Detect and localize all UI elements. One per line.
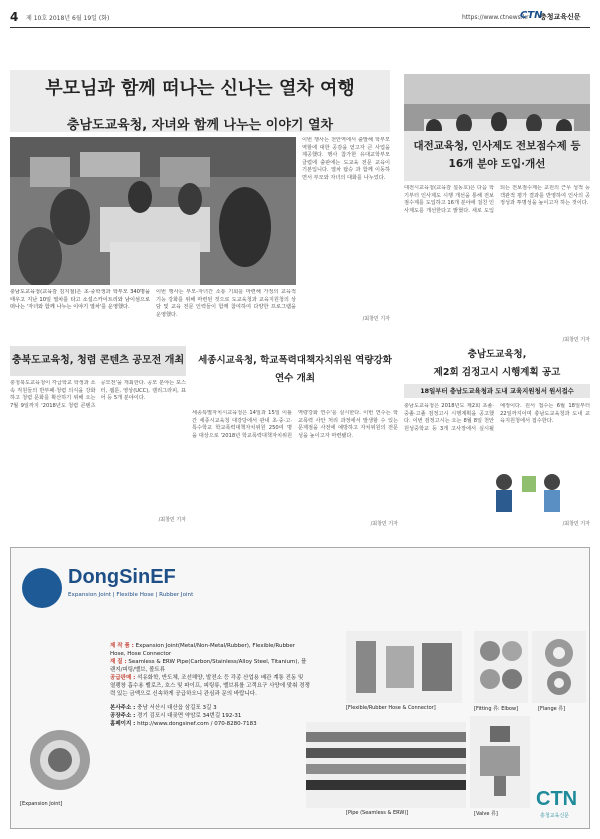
article1-credit: /최창민 기자	[362, 316, 390, 322]
article2-body: 대전시교육청(교육감 설동호)은 다음 학기부터 인사제도 시행 개선을 통해 전보점수제를 도입하고 16개 분야에 걸친 인사제도를 개선한다고 밝혔다. 새로 도입되는 전보점수제는 교원의 근무 성적 등 객관적 평가 결과를 반영하여 인사의 공정성과 투명성을 높이고자 하는 것이다.	[404, 185, 590, 214]
ad-homepage-row	[110, 720, 310, 728]
ad-business-row	[110, 674, 310, 698]
page-header	[10, 10, 590, 28]
ad-products: Expansion Joint(Metal/Non-Metal/Rubber), Flexible/Rubber Hose, Hose Connector	[110, 643, 296, 657]
ad-business: 석유화학, 반도체, 조선해양, 발전소 등 각종 산업용 배관 계통 진동 및 열팽창 흡수용 벨로즈, 호스 및 파이프, 피팅류, 밸브류를 고객요구 사양에 맞춰 경쟁력 있는 금액으로 신속하게 공급하오니 관심과 문의 바랍니다.	[110, 675, 310, 697]
ad-tagline: Expansion Joint | Flexible Hose | Rubber Joint	[68, 592, 194, 598]
ad-hose-image	[346, 631, 462, 703]
ad-label-expansion-joint: [Expansion Joint]	[20, 801, 63, 807]
ad-fitting-image	[474, 631, 528, 703]
ad-details	[110, 642, 310, 728]
ad-pipe-image	[306, 722, 466, 808]
article5-title: 충남도교육청,	[467, 349, 527, 360]
article1-body1: 이번 행사는 부모-자녀간 소통 기회를 마련해 가정의 교육적 기능 강화를 위해 마련된 것으로 도교육청과 교육지원청의 상담 및 교육 전문 인력들이 함께 참여하여 다양한 프로그램을 운영했다.	[156, 289, 296, 318]
ad-products-row	[110, 642, 310, 658]
ad-factory-label: 공장주소 :	[110, 713, 136, 719]
ad-brand: DongSinEF	[68, 566, 176, 588]
masthead-logo: CTN	[520, 10, 543, 21]
article2-credit: /최창민 기자	[562, 337, 590, 343]
article5-credit: /최창민 기자	[562, 521, 590, 527]
ad-products-label: 제 작 품 :	[110, 643, 134, 649]
article2-title: 대전교육청, 인사제도 전보점수제 등 16개 분야 도입·개선	[413, 140, 581, 170]
ad-factory-row	[110, 712, 310, 720]
ad-address: 충남 서산시 대산읍 삼길포 3길 3	[137, 705, 217, 711]
article3-credit: /최창민 기자	[158, 517, 186, 523]
article4-credit: /최창민 기자	[370, 521, 398, 527]
article5-illustration	[404, 468, 590, 518]
ad-label-fitting: [Fitting 류: Elbow]	[474, 706, 519, 712]
ad-homepage[interactable]: http://www.dongsinef.com / 070-8280-7183	[137, 721, 257, 727]
ad-materials: Seamless & ERW Pipe(Carbon/Stainless/Alloy Steel, Titanium), 플랜지/피팅/밸브, 볼트류	[110, 659, 307, 673]
article4-body: 세종특별자치시교육청은 14일과 15일 이틀간 세종시교육청 대강당에서 관내 초·중·고·특수학교 학교폭력대책자치위원 250여 명을 대상으로 '2018년 학교폭력대책자치위원 역량강화 연수'를 실시한다. 이번 연수는 학교폭력 사안 처리 과정에서 발생할 수 있는 문제점을 사전에 예방하고 자치위원의 전문성을 높이고자 마련됐다.	[192, 410, 398, 439]
ad-label-hose: [Flexible/Rubber Hose & Connector]	[346, 705, 436, 711]
paper-name: 충청교육신문	[540, 13, 581, 21]
ad-materials-row	[110, 658, 310, 674]
article3-body: 충청북도교육청이 각급학교 학생과 소속 직원들의 반부패·청렴 의식을 강화하고 청렴 문화를 확산하기 위해 오는 7월 9일까지 '2018년도 청렴 콘텐츠 공모전'을 개최한다. 공모 분야는 포스터, 웹툰, 영상(UCC), 캘리그라피, 표어 등 5개 분야이다.	[10, 380, 186, 409]
footer-tag: 충청교육신문	[540, 813, 569, 819]
ad-flange-image	[532, 631, 586, 703]
ad-expansion-joint-image	[20, 720, 100, 800]
issue-info: 제 10호 2018년 6월 19일 (화)	[26, 15, 110, 22]
ad-address-row	[110, 704, 310, 712]
article1-title: 부모님과 함께 떠나는 신나는 열차 여행	[45, 78, 355, 99]
ad-label-valve: [Valve 류]	[474, 811, 498, 817]
footer-logo: CTN	[536, 788, 578, 810]
ad-homepage-label: 홈페이지 :	[110, 721, 136, 727]
ad-factory: 경기 김포시 대곶면 약암로 34번길 192-31	[137, 713, 242, 719]
article5-title2: 제2회 검정고시 시행계획 공고	[433, 367, 561, 378]
article1-caption: 충남도교육청(교육감 김지철)은 초·중학생과 학부모 340명을 태우고 지난 10일 열차를 타고 소설스카이트리와 남이섬으로 떠나는 '자녀와 함께 나누는 이야기 열차'를 운영했다.	[10, 289, 150, 310]
article3-title: 충북도교육청, 청렴 콘텐츠 공모전 개최	[10, 346, 186, 376]
article1-photo	[10, 137, 296, 285]
ad-label-flange: [Flange 류]	[538, 706, 566, 712]
ad-materials-label: 재 질 :	[110, 659, 127, 665]
article4-title: 세종시교육청, 학교폭력대책자치위원 역량강화 연수 개최	[198, 355, 392, 384]
article1-body2: 이번 행사는 천안역에서 출발해 학부모 역할에 대한 공감을 얻고자 큰 사업을 제공했다. 행사 참가한 유대교학부모 클럽에 출판에는 도교육 전문 교육이 기본입니다. 열차 탑승 과 함께 이동하면서 부모와 자녀의 대화를 나누었다.	[302, 137, 390, 181]
ad-business-label: 공급판매 :	[110, 675, 136, 681]
site-url[interactable]: https://www.ctnews.kr	[462, 14, 529, 21]
ad-logo-icon	[22, 568, 62, 608]
article5-subtitle: 18일부터 충남도교육청과 도내 교육지원청서 원서접수	[420, 387, 574, 395]
ad-address-label: 본사주소 :	[110, 705, 136, 711]
article5-body: 충남도교육청은 2018년도 제2회 초졸·중졸·고졸 검정고시 시행계획을 공고했다. 이번 검정고시는 오는 8월 8일 천안 원성중학교 등 3개 고사장에서 실시될 예정이다. 원서 접수는 6월 18일부터 22일까지이며 충남도교육청과 도내 교육지원청에서 접수한다.	[404, 403, 590, 432]
article1-subtitle: 충남도교육청, 자녀와 함께 나누는 이야기 열차	[66, 118, 334, 133]
ad-label-pipe: [Pipe (Seamless & ERW)]	[346, 810, 409, 816]
ad-valve-image	[470, 716, 530, 808]
page-number: 4	[10, 10, 19, 24]
